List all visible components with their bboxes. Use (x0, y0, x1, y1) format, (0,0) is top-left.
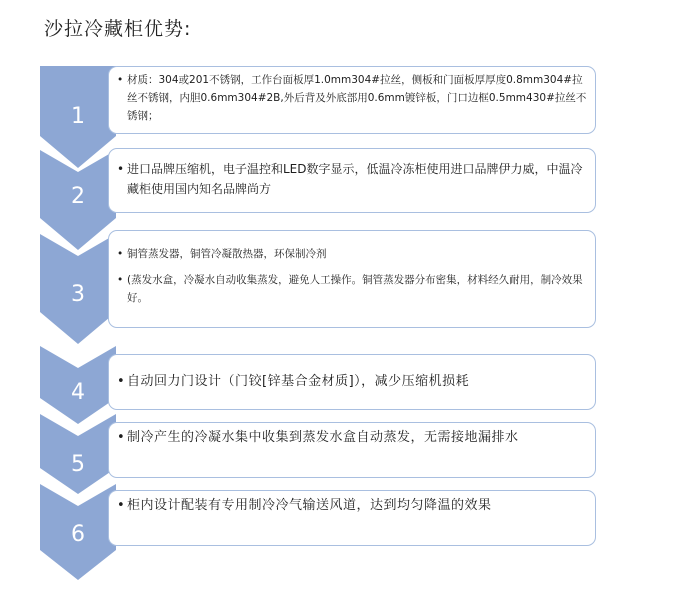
step-3-box (108, 230, 596, 328)
bullet-marker: • (117, 430, 126, 445)
step-5-chevron (40, 414, 116, 494)
step-4-text: 自动回力门设计（门铰[锌基合金材质]），减少压缩机损耗 (127, 374, 470, 389)
bullet-marker: • (117, 274, 124, 286)
step-4-chevron (40, 346, 116, 424)
step-6-box (108, 490, 596, 546)
bullet-marker: • (117, 498, 126, 513)
step-5-number: 5 (71, 452, 85, 477)
step-4-number: 4 (71, 380, 85, 405)
step-1-number: 1 (71, 104, 85, 129)
step-5-text: 制冷产生的冷凝水集中收集到蒸发水盒自动蒸发，无需接地漏排水 (127, 430, 519, 445)
bullet-marker: • (117, 74, 124, 86)
step-3-text-2: (蒸发水盒，冷凝水自动收集蒸发，避免人工操作。铜管蒸发器分布密集，材料经久耐用，制冷效果好。 (127, 274, 583, 304)
step-2-number: 2 (71, 184, 85, 209)
step-3-number: 3 (71, 282, 85, 307)
step-3-chevron (40, 234, 116, 344)
step-2-text: 进口品牌压缩机，电子温控和LED数字显示，低温冷冻柜使用进口品牌伊力威，中温冷藏柜使用国内知名品牌尚方 (127, 162, 583, 196)
step-5-box (108, 422, 596, 478)
step-6-chevron (40, 484, 116, 580)
step-3-text-1: 铜管蒸发器，铜管冷凝散热器，环保制冷剂 (127, 248, 327, 260)
step-1-text: 材质：304或201不锈钢，工作台面板厚1.0mm304#拉丝，侧板和门面板厚厚度0.8mm304#拉丝不锈钢，内胆0.6mm304#2B,外后背及外底部用0.6mm镀锌板，门口边框0.5mm430#拉丝不锈钢； (127, 74, 587, 122)
bullet-marker: • (117, 374, 126, 389)
bullet-marker: • (117, 248, 124, 260)
bullet-marker: • (117, 162, 125, 176)
step-2-box (108, 148, 596, 213)
step-6-number: 6 (71, 522, 85, 547)
page-title: 沙拉冷藏柜优势: (44, 18, 192, 40)
step-6-text: 柜内设计配装有专用制冷冷气输送风道，达到均匀降温的效果 (127, 498, 492, 513)
step-1-box (108, 66, 596, 134)
step-4-box (108, 354, 596, 410)
